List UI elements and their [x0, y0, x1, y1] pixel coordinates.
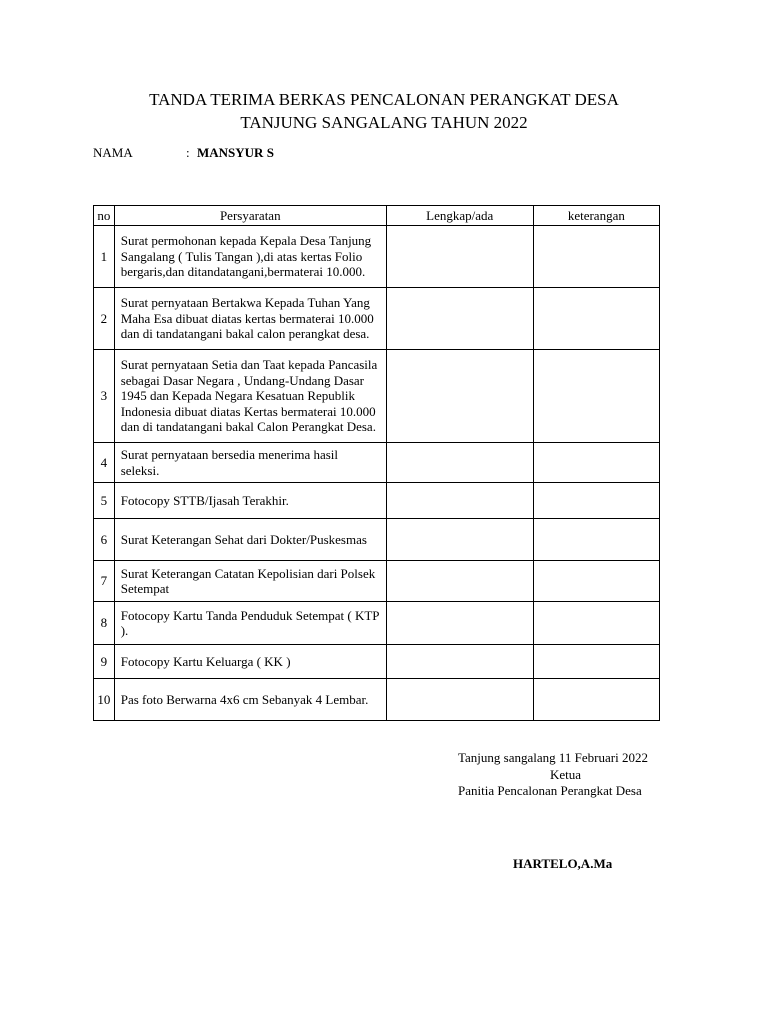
- row-lengkap-cell: [386, 519, 533, 561]
- row-requirement: Pas foto Berwarna 4x6 cm Sebanyak 4 Lembar.: [114, 679, 386, 721]
- title-line-1: TANDA TERIMA BERKAS PENCALONAN PERANGKAT DESA: [149, 90, 619, 109]
- row-number: 4: [94, 443, 115, 483]
- row-keterangan-cell: [533, 645, 659, 679]
- table-row: [94, 443, 660, 483]
- table-row: [94, 226, 660, 288]
- row-keterangan-cell: [533, 561, 659, 602]
- row-keterangan-cell: [533, 350, 659, 443]
- row-keterangan-cell: [533, 483, 659, 519]
- row-keterangan-cell: [533, 519, 659, 561]
- signature-block: [458, 750, 648, 800]
- table-row: [94, 350, 660, 443]
- row-keterangan-cell: [533, 602, 659, 645]
- signer-name: HARTELO,A.Ma: [513, 856, 613, 871]
- row-requirement: Surat pernyataan bersedia menerima hasil seleksi.: [114, 443, 386, 483]
- table-row: [94, 288, 660, 350]
- row-number: 2: [94, 288, 115, 350]
- row-requirement: Surat permohonan kepada Kepala Desa Tanjung Sangalang ( Tulis Tangan ),di atas kertas Folio bergaris,dan ditandatangani,bermaterai 10.000.: [114, 226, 386, 288]
- row-lengkap-cell: [386, 645, 533, 679]
- table-header-row: [94, 206, 660, 226]
- row-keterangan-cell: [533, 443, 659, 483]
- name-label: NAMA: [93, 145, 133, 160]
- row-number: 1: [94, 226, 115, 288]
- row-requirement: Surat pernyataan Bertakwa Kepada Tuhan Yang Maha Esa dibuat diatas kertas bermaterai 10.000 dan di tandatangani bakal calon perangkat desa.: [114, 288, 386, 350]
- table-row: [94, 602, 660, 645]
- row-number: 10: [94, 679, 115, 721]
- row-requirement: Fotocopy Kartu Tanda Penduduk Setempat ( KTP ).: [114, 602, 386, 645]
- row-keterangan-cell: [533, 288, 659, 350]
- signer-role: Ketua: [550, 766, 582, 782]
- table-row: [94, 519, 660, 561]
- header-no: no: [94, 206, 115, 226]
- row-requirement: Surat Keterangan Sehat dari Dokter/Puskesmas: [114, 519, 386, 561]
- row-lengkap-cell: [386, 483, 533, 519]
- row-lengkap-cell: [386, 226, 533, 288]
- title-line-2: TANJUNG SANGALANG TAHUN 2022: [240, 113, 528, 132]
- row-requirement: Surat Keterangan Catatan Kepolisian dari Polsek Setempat: [114, 561, 386, 602]
- table-row: [94, 679, 660, 721]
- requirements-table: [93, 205, 660, 721]
- row-number: 9: [94, 645, 115, 679]
- row-number: 7: [94, 561, 115, 602]
- row-number: 3: [94, 350, 115, 443]
- row-number: 6: [94, 519, 115, 561]
- row-number: 8: [94, 602, 115, 645]
- header-persyaratan: Persyaratan: [114, 206, 386, 226]
- row-requirement: Fotocopy STTB/Ijasah Terakhir.: [114, 483, 386, 519]
- table-row: [94, 645, 660, 679]
- row-lengkap-cell: [386, 443, 533, 483]
- row-keterangan-cell: [533, 226, 659, 288]
- header-keterangan: keterangan: [533, 206, 659, 226]
- row-lengkap-cell: [386, 288, 533, 350]
- row-requirement: Fotocopy Kartu Keluarga ( KK ): [114, 645, 386, 679]
- table-row: [94, 561, 660, 602]
- row-requirement: Surat pernyataan Setia dan Taat kepada Pancasila sebagai Dasar Negara , Undang-Undang Dasar 1945 dan Kepada Negara Kesatuan Republik Indonesia dibuat diatas Kertas bermaterai 10.000 dan di tandatangani bakal Calon Perangkat Desa.: [114, 350, 386, 443]
- document-title: [0, 88, 768, 134]
- row-keterangan-cell: [533, 679, 659, 721]
- row-number: 5: [94, 483, 115, 519]
- row-lengkap-cell: [386, 350, 533, 443]
- committee-name: Panitia Pencalonan Perangkat Desa: [458, 783, 642, 798]
- header-lengkap: Lengkap/ada: [386, 206, 533, 226]
- row-lengkap-cell: [386, 602, 533, 645]
- table-row: [94, 483, 660, 519]
- row-lengkap-cell: [386, 679, 533, 721]
- name-value: MANSYUR S: [197, 145, 274, 160]
- row-lengkap-cell: [386, 561, 533, 602]
- place-date: Tanjung sangalang 11 Februari 2022: [458, 750, 648, 765]
- name-separator: :: [186, 145, 190, 160]
